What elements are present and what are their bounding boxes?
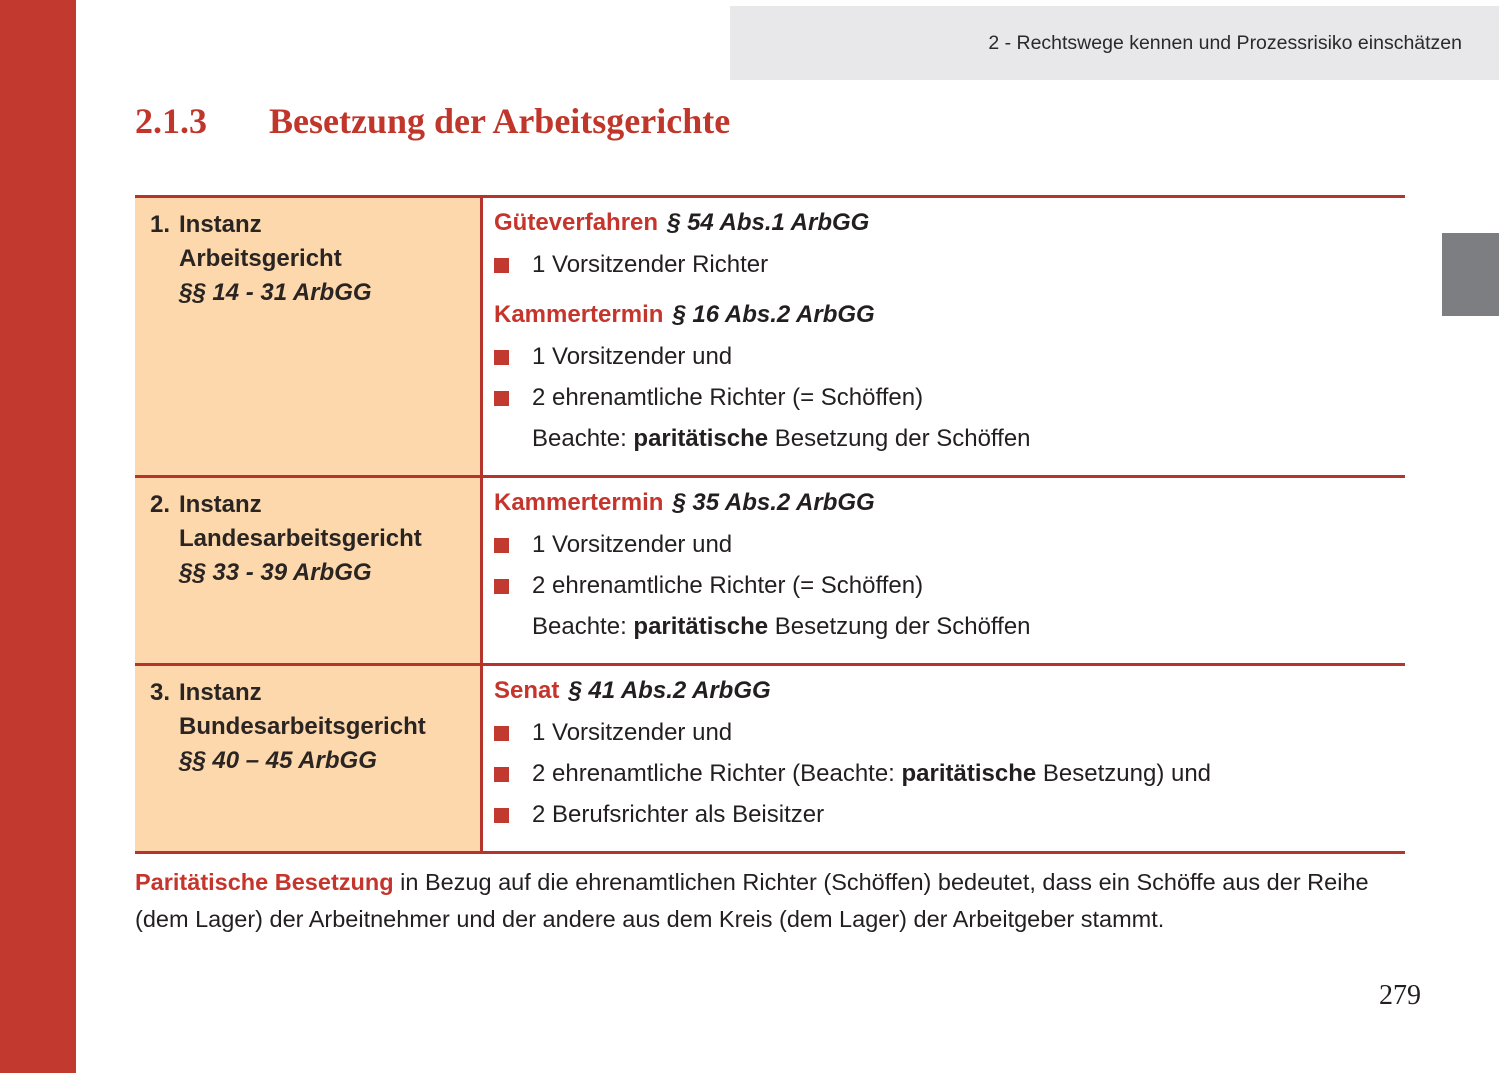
bullet-text-pre: 1 Vorsitzender und <box>532 719 733 746</box>
bullet-square-icon <box>494 767 509 782</box>
procedure-ref: § 41 Abs.2 ArbGG <box>568 677 771 704</box>
instance-label: Instanz <box>179 491 262 518</box>
detail-cell <box>483 198 1405 475</box>
section-heading <box>494 488 1395 518</box>
bullet-item <box>494 718 1395 748</box>
bullet-text-pre: 2 ehrenamtliche Richter (Beachte: <box>532 760 902 787</box>
bullet-square-icon <box>494 579 509 594</box>
instance-line <box>150 676 470 710</box>
bullet-square-icon <box>494 726 509 741</box>
instance-line <box>150 488 470 522</box>
section-number: 2.1.3 <box>135 101 207 141</box>
page-number: 279 <box>1379 980 1421 1011</box>
procedure-ref: § 16 Abs.2 ArbGG <box>672 301 875 328</box>
statute-reference: §§ 33 - 39 ArbGG <box>179 559 372 586</box>
bullet-text <box>532 342 732 372</box>
footer-note-lead: Paritätische Besetzung <box>135 869 394 895</box>
bullet-text-bold: paritätische <box>901 760 1037 787</box>
detail-cell <box>483 478 1405 663</box>
bullet-text-pre: 1 Vorsitzender und <box>532 343 733 370</box>
bullet-square-icon <box>494 350 509 365</box>
procedure-ref: § 35 Abs.2 ArbGG <box>672 489 875 516</box>
court-composition-table <box>135 195 1405 854</box>
table-row <box>135 198 1405 475</box>
instance-number: 1. <box>150 211 171 238</box>
instance-label: Instanz <box>179 679 262 706</box>
instance-number: 3. <box>150 679 171 706</box>
bullet-item <box>494 571 1395 601</box>
note-post: Besetzung der Schöffen <box>768 425 1031 452</box>
bullet-text <box>532 759 1211 789</box>
bullet-text-pre: 2 ehrenamtliche Richter (= Schöffen) <box>532 384 924 411</box>
instance-line <box>150 208 470 242</box>
instance-cell <box>135 198 483 475</box>
section-title-text: Besetzung der Arbeitsgerichte <box>269 101 731 141</box>
court-name: Bundesarbeitsgericht <box>179 713 426 740</box>
running-header <box>730 6 1499 80</box>
footer-note-body: in Bezug auf die ehrenamtlichen Richter (Schöffen) bedeutet, dass ein Schöffe aus der Reihe (dem Lager) der Arbeitnehmer und der andere aus dem Kreis (dem Lager) der Arbeitgeber stammt. <box>135 869 1369 932</box>
chapter-tab-marker <box>1442 233 1499 316</box>
bullet-text-post: Besetzung) und <box>1036 760 1212 787</box>
bullet-text-pre: 2 Berufsrichter als Beisitzer <box>532 801 825 828</box>
bullet-text-pre: 1 Vorsitzender Richter <box>532 251 769 278</box>
bullet-text <box>532 718 732 748</box>
bullet-item <box>494 342 1395 372</box>
bullet-text <box>532 530 732 560</box>
table-row <box>135 663 1405 851</box>
section-heading <box>494 208 1395 238</box>
procedure-name: Güteverfahren <box>494 209 659 236</box>
note-bold: paritätische <box>633 425 769 452</box>
bullet-text-pre: 2 ehrenamtliche Richter (= Schöffen) <box>532 572 924 599</box>
section-heading <box>494 300 1395 330</box>
section-heading <box>494 676 1395 706</box>
instance-cell <box>135 478 483 663</box>
instance-number: 2. <box>150 491 171 518</box>
bullet-item <box>494 383 1395 413</box>
running-header-text: 2 - Rechtswege kennen und Prozessrisiko einschätzen <box>988 31 1462 54</box>
court-name: Arbeitsgericht <box>179 245 342 272</box>
red-edge-bar <box>0 0 76 1073</box>
procedure-name: Senat <box>494 677 560 704</box>
note-post: Besetzung der Schöffen <box>768 613 1031 640</box>
note-pre: Beachte: <box>532 613 634 640</box>
footer-note <box>135 864 1407 938</box>
instance-cell <box>135 666 483 851</box>
bullet-text-pre: 1 Vorsitzender und <box>532 531 733 558</box>
bullet-item <box>494 250 1395 280</box>
note-bold: paritätische <box>633 613 769 640</box>
procedure-ref: § 54 Abs.1 ArbGG <box>667 209 870 236</box>
bullet-text <box>532 800 824 830</box>
note-pre: Beachte: <box>532 425 634 452</box>
court-name: Landesarbeitsgericht <box>179 525 422 552</box>
bullet-item <box>494 759 1395 789</box>
section-title <box>135 98 730 144</box>
instance-label: Instanz <box>179 211 262 238</box>
bullet-square-icon <box>494 538 509 553</box>
procedure-name: Kammertermin <box>494 489 664 516</box>
procedure-name: Kammertermin <box>494 301 664 328</box>
detail-cell <box>483 666 1405 851</box>
table-row <box>135 475 1405 663</box>
bullet-item <box>494 530 1395 560</box>
bullet-item <box>494 800 1395 830</box>
bullet-square-icon <box>494 258 509 273</box>
note-line <box>532 424 1395 454</box>
statute-reference: §§ 14 - 31 ArbGG <box>179 279 372 306</box>
statute-reference: §§ 40 – 45 ArbGG <box>179 747 377 774</box>
bullet-square-icon <box>494 391 509 406</box>
bullet-text <box>532 571 923 601</box>
bullet-text <box>532 383 923 413</box>
bullet-square-icon <box>494 808 509 823</box>
note-line <box>532 612 1395 642</box>
bullet-text <box>532 250 768 280</box>
